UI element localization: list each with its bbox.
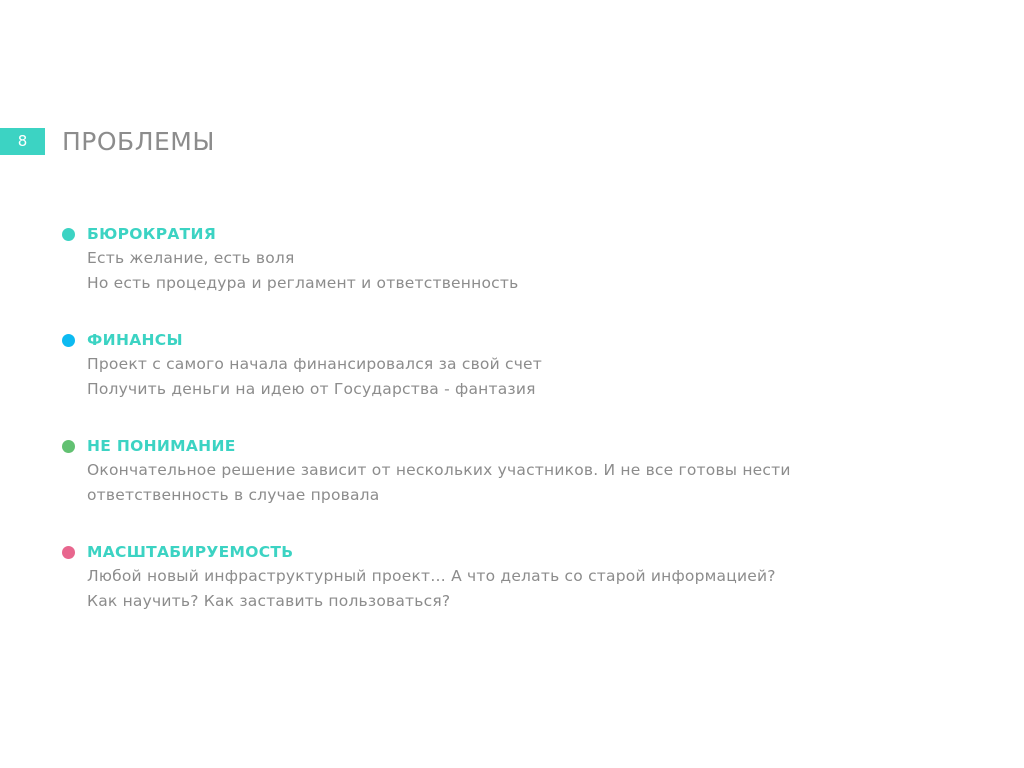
body-line: Как научить? Как заставить пользоваться?	[87, 591, 451, 610]
bullet-dot-icon	[62, 546, 75, 559]
page-number-badge: 8	[0, 128, 45, 155]
section-body	[87, 246, 518, 295]
bullet-dot-icon	[62, 334, 75, 347]
section-body	[87, 458, 791, 507]
section-heading: НЕ ПОНИМАНИЕ	[87, 437, 236, 455]
body-line: ответственность в случае провала	[87, 485, 380, 504]
section-body	[87, 564, 776, 613]
body-line: Но есть процедура и регламент и ответственность	[87, 273, 519, 292]
body-line: Любой новый инфраструктурный проект… А что делать со старой информацией?	[87, 567, 776, 585]
body-line: Получить деньги на идею от Государства - фантазия	[87, 379, 536, 398]
body-line: Проект с самого начала финансировался за свой счет	[87, 355, 543, 373]
body-line: Есть желание, есть воля	[87, 249, 295, 267]
section-heading: БЮРОКРАТИЯ	[87, 225, 217, 243]
body-line: Окончательное решение зависит от нескольких участников. И не все готовы нести	[87, 461, 791, 479]
bullet-dot-icon	[62, 440, 75, 453]
section-heading: МАСШТАБИРУЕМОСТЬ	[87, 543, 294, 561]
bullet-dot-icon	[62, 228, 75, 241]
page-title: ПРОБЛЕМЫ	[62, 127, 215, 156]
section-heading: ФИНАНСЫ	[87, 331, 183, 349]
section-body	[87, 352, 542, 401]
